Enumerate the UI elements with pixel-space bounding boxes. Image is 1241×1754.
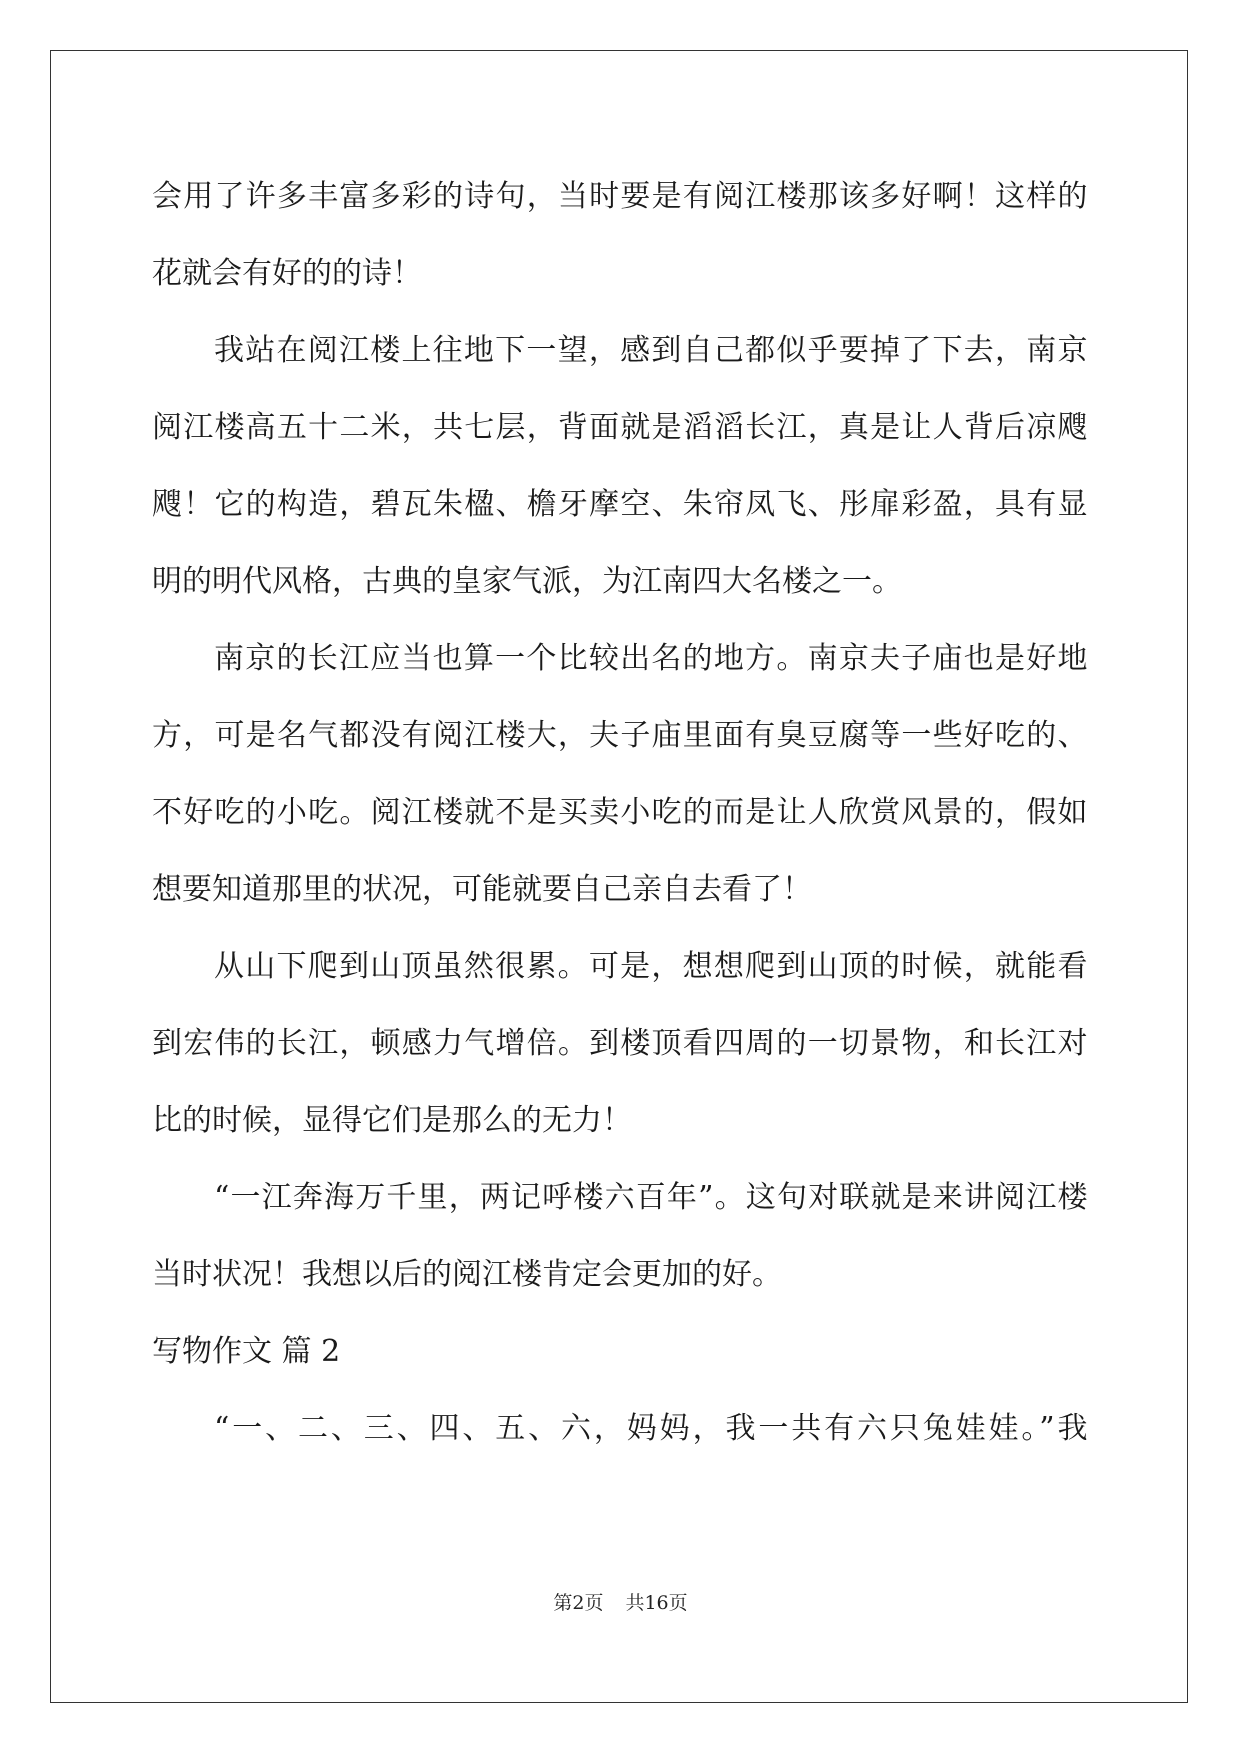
paragraph-first-line: 南京的长江应当也算一个比较出名的地方。南京夫子庙也是好地 [214,641,1088,676]
text-line: 会用了许多丰富多彩的诗句，当时要是有阅江楼那该多好啊！这样的 [152,179,1088,214]
paragraph-first-line: “一、二、三、四、五、六，妈妈，我一共有六只兔娃娃。”我 [214,1411,1088,1446]
text-line: 比的时候，显得它们是那么的无力！ [152,1103,632,1138]
text-line: 想要知道那里的状况，可能就要自己亲自去看了！ [152,872,812,907]
section-heading: 写物作文 篇 2 [152,1334,341,1369]
paragraph-first-line: 我站在阅江楼上往地下一望，感到自己都似乎要掉了下去，南京 [214,333,1088,368]
page-footer [0,1588,1241,1615]
text-line: 方，可是名气都没有阅江楼大，夫子庙里面有臭豆腐等一些好吃的、 [152,718,1088,753]
text-line: 阅江楼高五十二米，共七层，背面就是滔滔长江，真是让人背后凉飕 [152,410,1088,445]
text-line: 花就会有好的的诗！ [152,256,422,291]
page-number: 第2页 [553,1592,604,1614]
text-line: 不好吃的小吃。阅江楼就不是买卖小吃的而是让人欣赏风景的，假如 [152,795,1088,830]
paragraph-first-line: “一江奔海万千里，两记呼楼六百年”。这句对联就是来讲阅江楼 [214,1180,1088,1215]
text-line: 飕！它的构造，碧瓦朱楹、檐牙摩空、朱帘凤飞、彤扉彩盈，具有显 [152,487,1088,522]
text-line: 到宏伟的长江，顿感力气增倍。到楼顶看四周的一切景物，和长江对 [152,1026,1088,1061]
text-line: 明的明代风格，古典的皇家气派，为江南四大名楼之一。 [152,564,902,599]
paragraph-first-line: 从山下爬到山顶虽然很累。可是，想想爬到山顶的时候，就能看 [214,949,1088,984]
document-body [152,158,1088,1467]
text-line: 当时状况！我想以后的阅江楼肯定会更加的好。 [152,1257,782,1292]
page-total: 共16页 [625,1592,688,1614]
